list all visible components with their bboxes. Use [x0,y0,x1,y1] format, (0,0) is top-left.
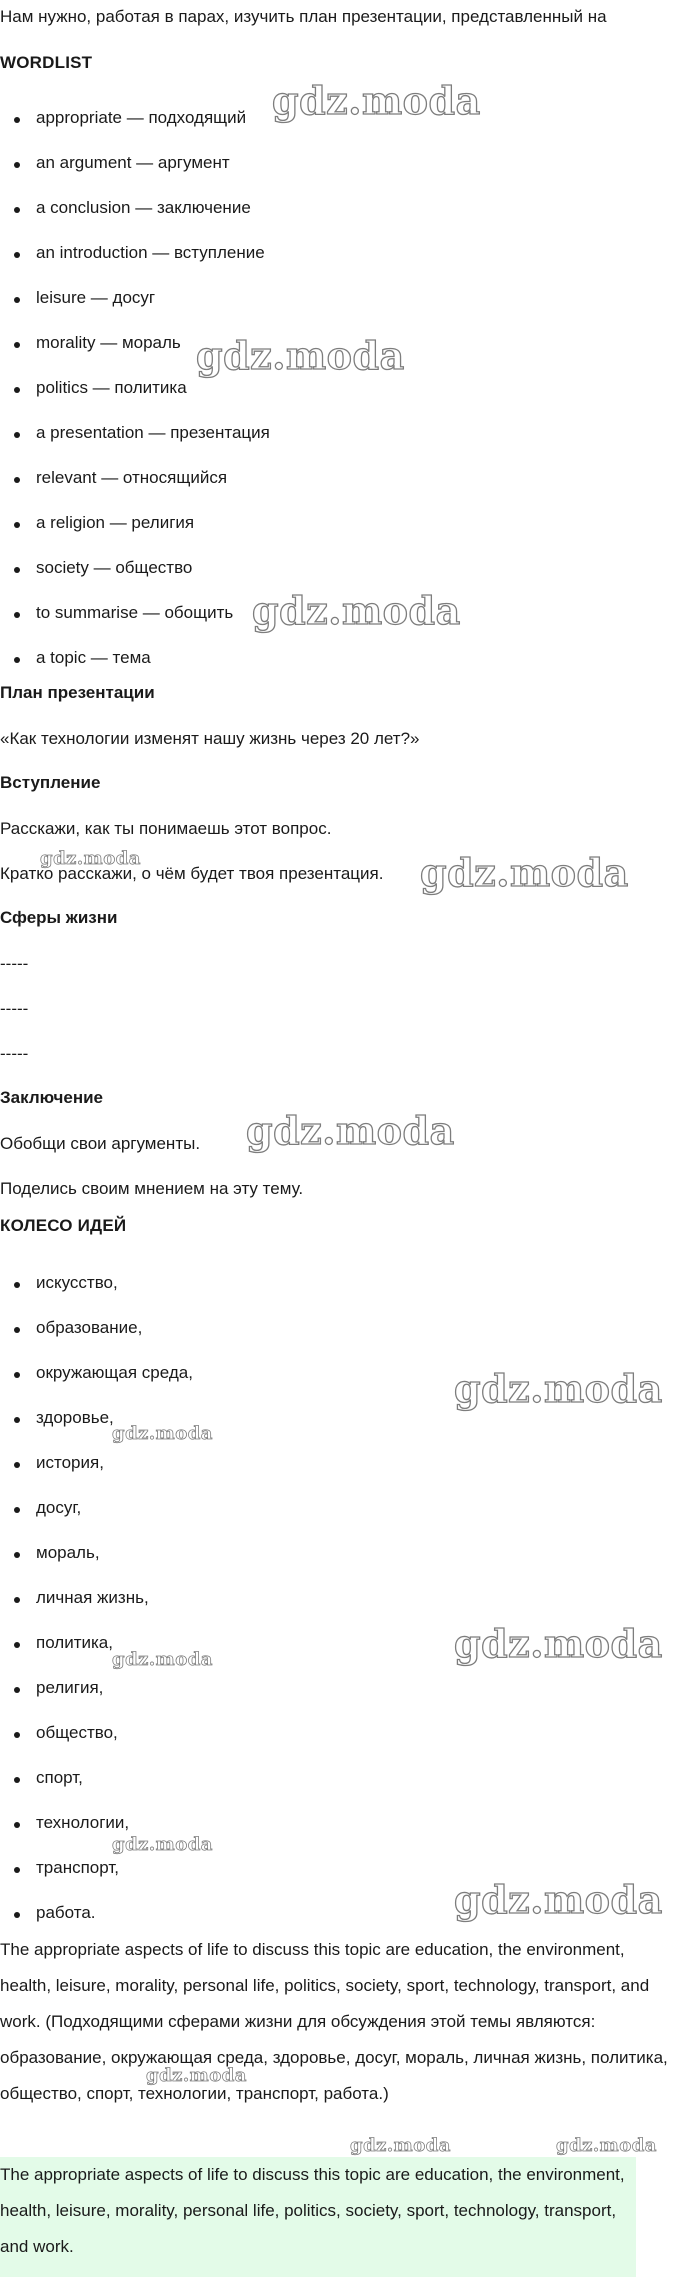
conclusion-heading: Заключение [0,1088,103,1107]
watermark-logo: gdz.moda [272,78,481,123]
bullet [14,612,20,618]
bullet [14,1507,20,1513]
watermark-logo: gdz.moda [112,1834,213,1855]
wordlist-heading: WORDLIST [0,53,93,72]
watermark-logo: gdz.moda [196,333,405,378]
idea-item: религия, [36,1678,104,1697]
explanation-paragraph: The appropriate aspects of life to discuss this topic are education, the environment, health, leisure, morality, personal life, politics, society, sport, technology, transport, and work. (Подходящими сферами жизни для обсуждения этой темы являются: образование, окружающая среда, здоровье, досуг, мораль, личная жизнь, политика, общество, спорт, технологии, транспорт, работа.) [0,1940,668,2103]
intro-heading: Вступление [0,773,101,792]
plan-heading: План презентации [0,683,155,702]
idea-item: здоровье, [36,1408,114,1427]
wordlist-item: a conclusion — заключение [36,198,251,217]
bullet [14,1642,20,1648]
idea-item: история, [36,1453,104,1472]
watermark-logo: gdz.moda [420,850,629,895]
sphere-placeholder: ----- [0,1044,29,1063]
watermark-logo: gdz.moda [146,2065,247,2086]
idea-item: технологии, [36,1813,130,1832]
watermark-logo: gdz.moda [40,848,141,869]
bullet [14,1912,20,1918]
sphere-placeholder: ----- [0,954,29,973]
watermark-logo: gdz.moda [454,1621,663,1666]
idea-item: транспорт, [36,1858,119,1877]
watermark-logo: gdz.moda [112,1649,213,1670]
bullet [14,342,20,348]
bullet [14,1597,20,1603]
bullet [14,432,20,438]
answer-paragraph: The appropriate aspects of life to discuss this topic are education, the environment, health, leisure, morality, personal life, politics, society, sport, technology, transport, and work. [0,2165,625,2256]
intro-line: Расскажи, как ты понимаешь этот вопрос. [0,819,332,838]
idea-item: образование, [36,1318,143,1337]
plan-topic: «Как технологии изменят нашу жизнь через 20 лет?» [0,729,420,748]
bullet [14,1282,20,1288]
wordlist-item: society — общество [36,558,193,577]
idea-item: политика, [36,1633,113,1652]
wordlist-item: leisure — досуг [36,288,156,307]
idea-item: окружающая среда, [36,1363,193,1382]
bullet [14,1462,20,1468]
bullet [14,522,20,528]
wordlist-item: an argument — аргумент [36,153,230,172]
bullet [14,117,20,123]
bullet [14,1372,20,1378]
watermark-logo: gdz.moda [454,1366,663,1411]
bullet [14,1777,20,1783]
bullet [14,567,20,573]
idea-item: досуг, [36,1498,82,1517]
bullet [14,1687,20,1693]
bullet [14,1552,20,1558]
idea-item: искусство, [36,1273,118,1292]
watermark-logo: gdz.moda [246,1108,455,1153]
conclusion-line: Обобщи свои аргументы. [0,1134,201,1153]
wordlist-item: relevant — относящийся [36,468,228,487]
watermark-logo: gdz.moda [454,1877,663,1922]
spheres-heading: Сферы жизни [0,908,118,927]
bullet [14,1417,20,1423]
bullet [14,1327,20,1333]
idea-item: личная жизнь, [36,1588,149,1607]
intro-text: Нам нужно, работая в парах, изучить план презентации, представленный на [0,7,607,26]
idea-item: работа. [36,1903,96,1922]
bullet [14,207,20,213]
intro-line: Кратко расскажи, о чём будет твоя презентация. [0,864,384,883]
wordlist-item: a religion — религия [36,513,195,532]
conclusion-line: Поделись своим мнением на эту тему. [0,1179,304,1198]
wordlist-item: a topic — тема [36,648,151,667]
bullet [14,162,20,168]
wordlist-item: an introduction — вступление [36,243,265,262]
wordlist-item: a presentation — презентация [36,423,270,442]
bullet [14,1732,20,1738]
wordlist-item: appropriate — подходящий [36,108,247,127]
bullet [14,1867,20,1873]
watermark-logo: gdz.moda [556,2135,657,2156]
bullet [14,387,20,393]
idea-item: мораль, [36,1543,100,1562]
watermark-logo: gdz.moda [112,1423,213,1444]
bullet [14,297,20,303]
wordlist-item: to summarise — обощить [36,603,234,622]
watermark-logo: gdz.moda [252,588,461,633]
bullet [14,252,20,258]
wordlist-item: morality — мораль [36,333,181,352]
idea-item: спорт, [36,1768,83,1787]
sphere-placeholder: ----- [0,999,29,1018]
ideas-heading: КОЛЕСО ИДЕЙ [0,1216,127,1235]
wordlist-item: politics — политика [36,378,187,397]
bullet [14,657,20,663]
watermark-logo: gdz.moda [350,2135,451,2156]
bullet [14,1822,20,1828]
bullet [14,477,20,483]
idea-item: общество, [36,1723,118,1742]
